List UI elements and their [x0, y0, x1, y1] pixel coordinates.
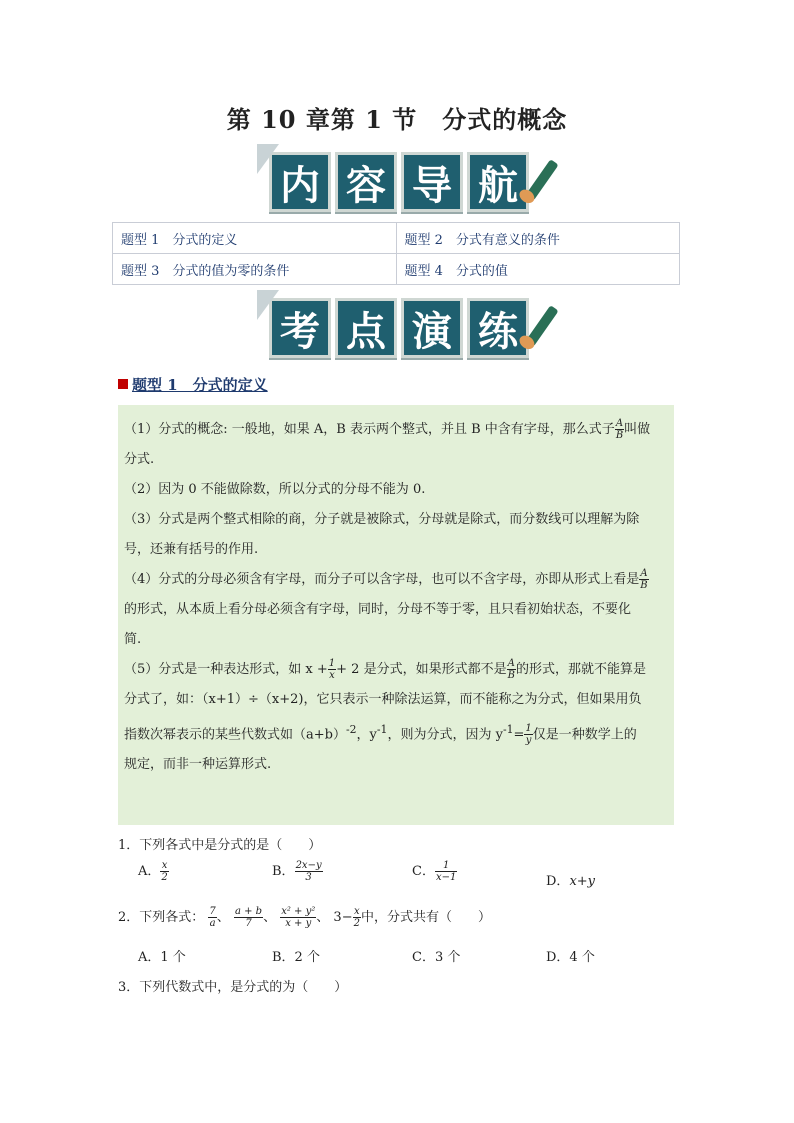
section-heading: 题型 1 分式的定义: [118, 374, 268, 395]
fraction-1-over-y: $\frac{1}{y}$: [525, 723, 532, 747]
note-5j: 规定，而非一种运算形式.: [124, 757, 272, 773]
note-5d: 分式了，如：（x+1）÷（x+2)，它只表示一种除法运算，而不能称之为分式，但如果用负: [124, 692, 642, 707]
option-a[interactable]: A．1 个: [138, 950, 186, 965]
key-points-box: [118, 405, 674, 825]
fraction-A-over-B: $\frac{A}{B}$: [615, 418, 624, 441]
toc-item[interactable]: 题型 4 分式的值: [396, 254, 680, 285]
note-4c: 简.: [124, 632, 142, 647]
option-c[interactable]: C． $\frac{1}{x-1}$: [412, 860, 457, 883]
banner-char: 内: [269, 152, 331, 212]
pen-icon: [525, 159, 558, 201]
banner-char: 点: [335, 298, 397, 358]
note-2: （2）因为 0 不能做除数，所以分式的分母不能为 0.: [124, 482, 426, 497]
option-d[interactable]: D．4 个: [546, 950, 595, 965]
red-square-icon: [118, 379, 128, 389]
banner-char: 演: [401, 298, 463, 358]
option-b[interactable]: B． $\frac{2x-y}{3}$: [272, 860, 322, 883]
content-navigation-banner: [0, 152, 794, 212]
note-4b: 的形式，从本质上看分母必须含有字母，同时，分母不等于零，且只看初始状态，不要化: [124, 602, 632, 617]
note-5e: 指数次幂表示的某些代数式如$(a+b)^{-2}$，$y^{-1}$，则为分式，因为 $y^{-1}=$ $\frac{1}{y}$ 仅是一种数学上的: [124, 723, 637, 747]
banner-char: 导: [401, 152, 463, 212]
toc-item[interactable]: 题型 3 分式的值为零的条件: [113, 254, 397, 285]
note-1-cont: 分式.: [124, 452, 155, 467]
toc-item[interactable]: 题型 1 分式的定义: [113, 223, 397, 254]
page-title: 第 10 章第 1 节 分式的概念: [226, 105, 568, 134]
option-b[interactable]: B．2 个: [272, 950, 320, 965]
toc-table: [112, 222, 680, 285]
banner-char: 航: [467, 152, 529, 212]
fraction-1-over-x: $\frac{1}{x}$: [328, 658, 336, 681]
question-1: 1．下列各式中是分式的是（ ）: [118, 838, 322, 853]
option-d[interactable]: D．x+y: [546, 874, 596, 889]
pen-icon: [525, 305, 558, 347]
option-a[interactable]: A． $\frac{x}{2}$: [138, 860, 168, 883]
note-3b: 号，还兼有括号的作用.: [124, 542, 259, 557]
question-3: 3．下列代数式中，是分式的为（ ）: [118, 980, 348, 995]
note-5a: （5）分式是一种表达形式，如 x + $\frac{1}{x}$ + 2 是分式，如果形式都不是 $\frac{A}{B}$ 的形式，那就不能算是: [124, 658, 646, 681]
fraction-A-over-B: $\frac{A}{B}$: [507, 658, 515, 681]
flag-icon: [257, 144, 279, 174]
question-2: 2．下列各式： $\frac{7}{a}$ 、 $\frac{a + b}{7}$ 、 $\frac{\text{x² + y²}}{x + y}$ 、 3− $\frac{x}{2}$ 中，分式共有（ ）: [118, 906, 491, 929]
fraction-A-over-B: $\frac{A}{B}$: [640, 568, 648, 591]
practice-banner: [0, 298, 794, 358]
banner-char: 考: [269, 298, 331, 358]
option-c[interactable]: C．3 个: [412, 950, 461, 965]
toc-item[interactable]: 题型 2 分式有意义的条件: [396, 223, 680, 254]
banner-char: 容: [335, 152, 397, 212]
flag-icon: [257, 290, 279, 320]
note-1: （1）分式的概念: 一般地，如果 A，B 表示两个整式，并且 B 中含有字母，那么式子 $\frac{A}{B}$ 叫做: [124, 418, 651, 441]
note-4a: （4）分式的分母必须含有字母，而分子可以含字母，也可以不含字母，亦即从形式上看是 $\frac{A}{B}$: [124, 568, 648, 591]
note-3a: （3）分式是两个整式相除的商，分子就是被除式，分母就是除式，而分数线可以理解为除: [124, 512, 640, 527]
banner-char: 练: [467, 298, 529, 358]
